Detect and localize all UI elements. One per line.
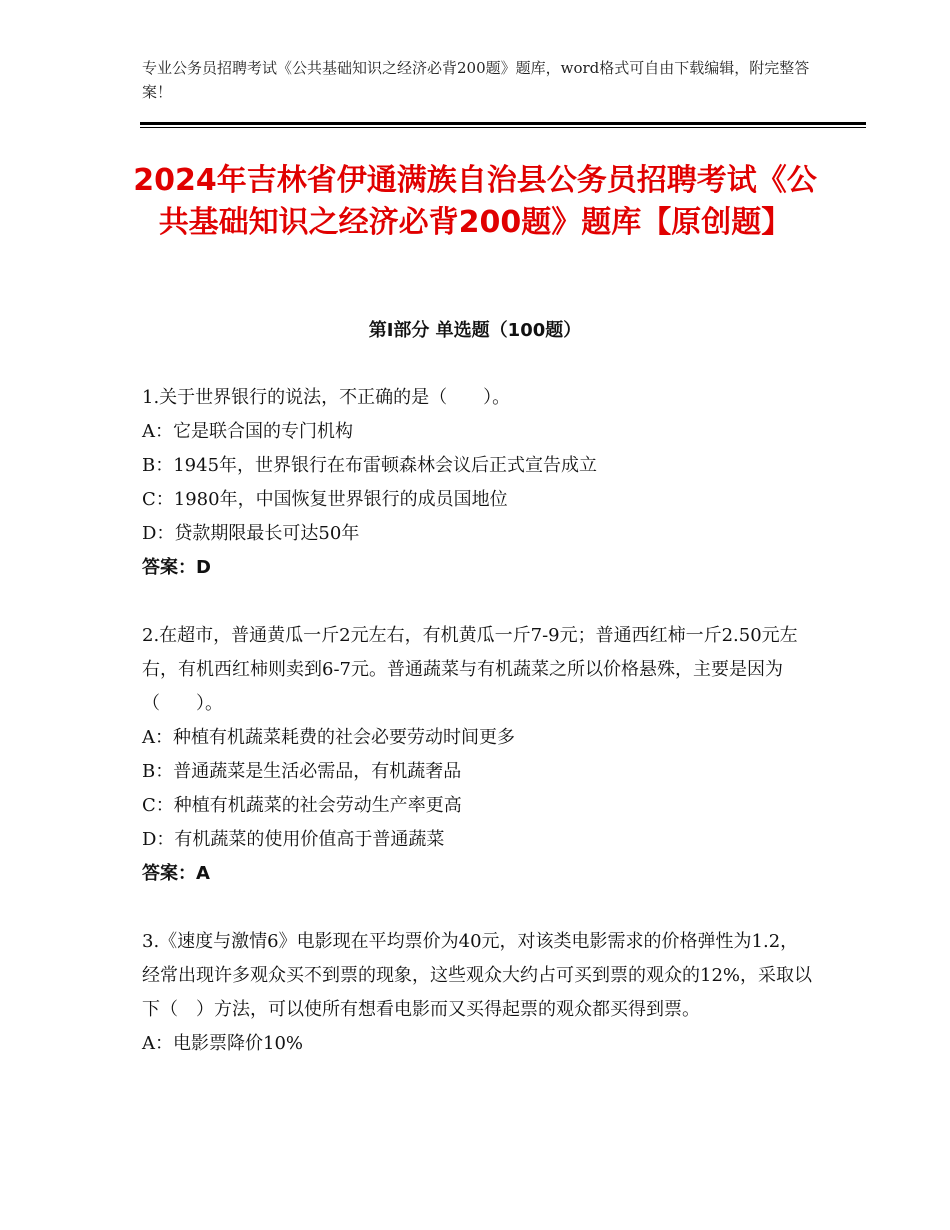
question-stem: 3.《速度与激情6》电影现在平均票价为40元，对该类电影需求的价格弹性为1.2，经常出现许多观众买不到票的现象，这些观众大约占可买到票的观众的12%，采取以下（ ）方法，可以使所有想看电影而又买得起票的观众都买得到票。	[142, 931, 813, 1020]
header-note: 专业公务员招聘考试《公共基础知识之经济必背200题》题库，word格式可自由下载编辑，附完整答案！	[142, 59, 810, 101]
document-title: 2024年吉林省伊通满族自治县公务员招聘考试《公共基础知识之经济必背200题》题库【原创题】	[133, 163, 817, 240]
question-stem: 2.在超市，普通黄瓜一斤2元左右，有机黄瓜一斤7-9元；普通西红柿一斤2.50元左右，有机西红柿则卖到6-7元。普通蔬菜与有机蔬菜之所以价格悬殊，主要是因为（ ）。	[142, 625, 798, 714]
question-option: D：贷款期限最长可达50年	[142, 523, 360, 544]
question-1	[142, 381, 814, 585]
header-rule-thick	[140, 122, 866, 125]
question-2	[142, 619, 814, 891]
question-option: B：1945年，世界银行在布雷顿森林会议后正式宣告成立	[142, 455, 598, 476]
question-option: B：普通蔬菜是生活必需品，有机蔬奢品	[142, 761, 462, 782]
section-title: 第Ⅰ部分 单选题（100题）	[368, 320, 582, 341]
header-rule-thin	[140, 127, 866, 128]
question-option: C：1980年，中国恢复世界银行的成员国地位	[142, 489, 508, 510]
question-3	[142, 925, 814, 1061]
question-option: A：它是联合国的专门机构	[142, 421, 353, 442]
question-option: A：电影票降价10%	[142, 1033, 304, 1054]
question-option: D：有机蔬菜的使用价值高于普通蔬菜	[142, 829, 445, 850]
question-stem: 1.关于世界银行的说法，不正确的是（ ）。	[142, 387, 511, 408]
question-answer: 答案：A	[142, 863, 210, 884]
question-option: C：种植有机蔬菜的社会劳动生产率更高	[142, 795, 462, 816]
question-option: A：种植有机蔬菜耗费的社会必要劳动时间更多	[142, 727, 515, 748]
question-answer: 答案：D	[142, 557, 211, 578]
question-list	[142, 381, 814, 1095]
